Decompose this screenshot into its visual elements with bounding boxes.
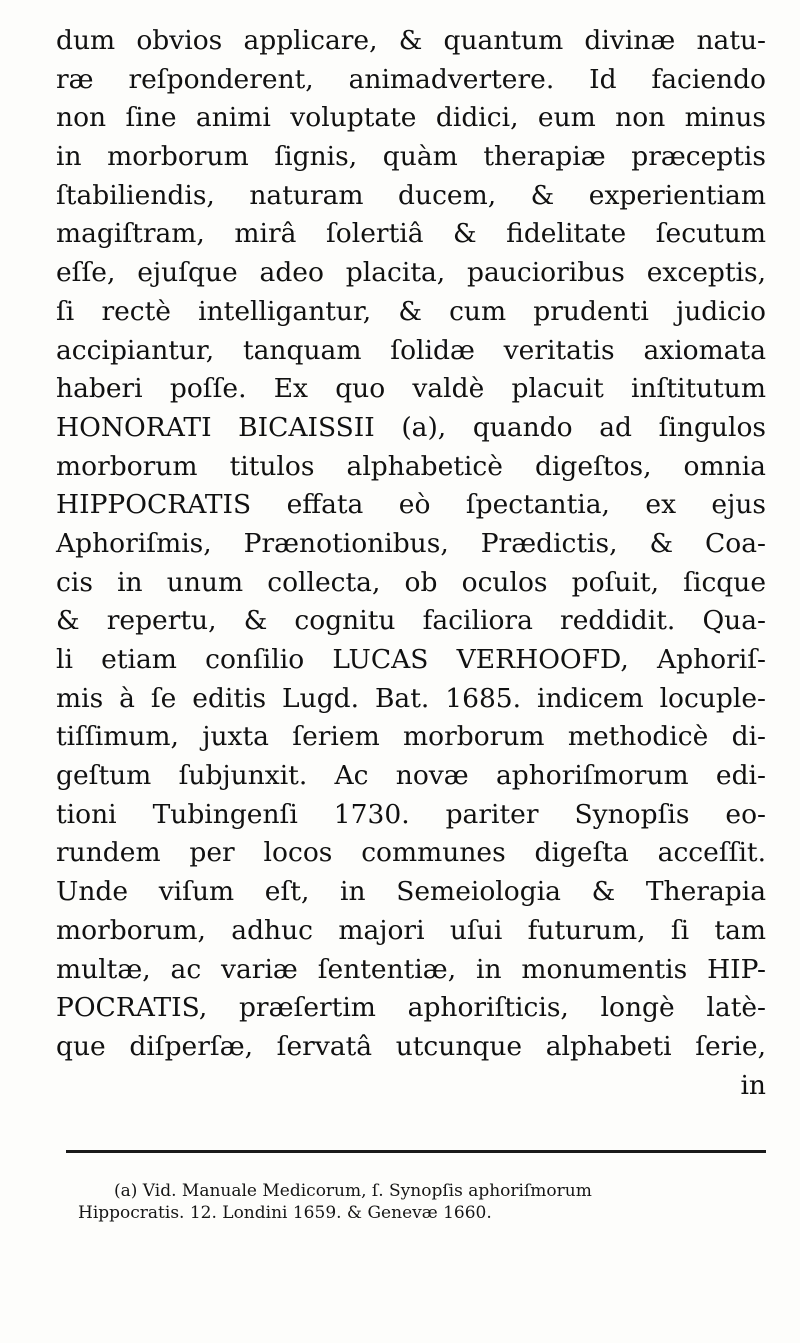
text-line: in morborum ſignis, quàm therapiæ præceptis	[56, 141, 766, 173]
text-line: & repertu, & cognitu faciliora reddidit. Qua-	[56, 605, 766, 637]
text-line: tiſſimum, juxta ſeriem morborum methodicè di-	[56, 721, 766, 753]
text-line: tioni Tubingenſi 1730. pariter Synopſis eo-	[56, 798, 766, 830]
text-line: rundem per locos communes digeſta acceſſit.	[56, 837, 766, 869]
footnote-line: Hippocratis. 12. Londini 1659. & Genevæ 1660.	[78, 1203, 492, 1223]
text-line: Unde viſum eſt, in Semeiologia & Therapia	[56, 876, 766, 908]
text-line: mis à ſe editis Lugd. Bat. 1685. indicem locuple-	[56, 682, 766, 714]
footnote-line: (a) Vid. Manuale Medicorum, ſ. Synopſis aphoriſmorum	[114, 1181, 592, 1201]
text-line: non ſine animi voluptate didici, eum non minus	[56, 102, 766, 134]
footnote-rule	[66, 1150, 766, 1153]
text-line: geſtum ſubjunxit. Ac novæ aphoriſmorum edi-	[56, 760, 766, 792]
footnote-block	[78, 1180, 768, 1224]
text-line: haberi poſſe. Ex quo valdè placuit inſtitutum	[56, 373, 766, 405]
text-line: HONORATI BICAISSII (a), quando ad ſingulos	[56, 411, 766, 443]
text-line: ræ reſponderent, animadvertere. Id faciendo	[56, 63, 766, 95]
text-line: ſtabiliendis, naturam ducem, & experientiam	[56, 179, 766, 211]
main-text-block	[56, 22, 766, 1105]
text-line: magiſtram, mirâ ſolertiâ & fidelitate ſecutum	[56, 218, 766, 250]
text-line: POCRATIS, præſertim aphoriſticis, longè latè-	[56, 992, 766, 1024]
text-line: HIPPOCRATIS effata eò ſpectantia, ex ejus	[56, 489, 766, 521]
catchword: in	[740, 1069, 766, 1101]
text-line: dum obvios applicare, & quantum divinæ natu-	[56, 25, 766, 56]
text-line: que diſperſæ, ſervatâ utcunque alphabeti ſerie,	[56, 1030, 766, 1062]
text-line: Aphoriſmis, Prænotionibus, Prædictis, & Coa-	[56, 527, 766, 559]
text-line: accipiantur, tanquam ſolidæ veritatis axiomata	[56, 334, 766, 366]
text-line: li etiam conſilio LUCAS VERHOOFD, Aphoriſ-	[56, 644, 766, 675]
text-line: eſſe, ejuſque adeo placita, paucioribus exceptis,	[56, 257, 766, 289]
text-line: morborum titulos alphabeticè digeſtos, omnia	[56, 450, 766, 482]
text-line: cis in unum collecta, ob oculos poſuit, ſicque	[56, 566, 766, 598]
text-line: ſi rectè intelligantur, & cum prudenti judicio	[56, 295, 766, 327]
text-line: multæ, ac variæ ſententiæ, in monumentis HIP-	[56, 953, 766, 985]
text-line: morborum, adhuc majori uſui futurum, ſi tam	[56, 914, 766, 946]
